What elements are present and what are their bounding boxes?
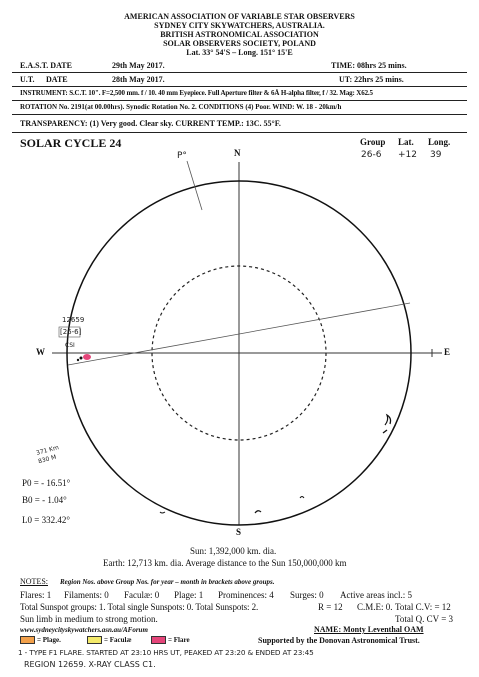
observer-name: NAME: Monty Leventhal OAM [314, 625, 424, 634]
pole-label: P° [177, 151, 187, 161]
east-date-value: 29th May 2017. [112, 61, 165, 70]
sunspot-totals: Total Sunspot groups: 1. Total single Sunspots: 0. Total Sunspots: 2. [20, 602, 259, 612]
transparency-line: TRANSPARENCY: (1) Very good. Clear sky. CURRENT TEMP.: 13C. 55°F. [20, 119, 281, 128]
limb-note: Sun limb in medium to strong motion. [20, 614, 158, 624]
legend-faculae: = Faculæ [87, 636, 132, 644]
lat-value: +12 [398, 150, 417, 160]
earth-diameter: Earth: 12,713 km. dia. Average distance to the Sun 150,000,000 km [103, 558, 347, 568]
long-value: 39 [430, 150, 442, 160]
total-q: Total Q. CV = 3 [395, 614, 454, 624]
header-location: Lat. 33° 54'S – Long. 151° 15'E [186, 48, 293, 57]
local-time: TIME: 08hrs 25 mins. [331, 61, 407, 70]
region-note: Region Nos. above Group Nos. for year – month in brackets above groups. [60, 578, 275, 586]
east-date-label: E.A.S.T. DATE [20, 61, 72, 70]
filaments-count: Filaments: 0 [64, 590, 109, 600]
east-label: E [444, 347, 451, 357]
group-value: 26-6 [361, 150, 382, 160]
plage-count: Plage: 1 [174, 590, 204, 600]
support-note: Supported by the Donovan Astronomical Trust. [258, 636, 420, 645]
header-line-baa: BRITISH ASTRONOMICAL ASSOCIATION [160, 30, 319, 39]
website-link[interactable]: www.sydneycityskywatchers.asn.au/AForum [20, 626, 148, 634]
header-line-aavso: AMERICAN ASSOCIATION OF VARIABLE STAR OBSERVERS [124, 12, 355, 21]
prominence-mark [383, 430, 387, 433]
group-header: Group [360, 137, 386, 147]
r-value: R = 12 [318, 602, 343, 612]
north-label: N [234, 148, 241, 158]
region-bracket: [26-6] [60, 328, 82, 336]
flare-marker [83, 354, 91, 360]
flare-swatch [151, 636, 166, 644]
sunspot [77, 359, 79, 361]
handwritten-flare-note: 1 - TYPE F1 FLARE. STARTED AT 23:10 HRS UT, PEAKED AT 23:20 & ENDED AT 23:45 [18, 648, 314, 657]
ut-time: UT: 22hrs 25 mins. [339, 75, 404, 84]
ut-date-value: 28th May 2017. [112, 75, 165, 84]
prominence-mark [385, 415, 391, 425]
header-line-sydney: SYDNEY CITY SKYWATCHERS, AUSTRALIA. [154, 21, 325, 30]
plage-swatch [20, 636, 35, 644]
surges-count: Surges: 0 [290, 590, 324, 600]
handwritten-region-note: REGION 12659. X-RAY CLASS C1. [24, 660, 156, 669]
region-number: 12659 [62, 316, 85, 324]
sun-diameter: Sun: 1,392,000 km. dia. [190, 546, 277, 556]
west-label: W [36, 347, 45, 357]
prominence-mark [255, 511, 261, 513]
long-header: Long. [428, 137, 451, 147]
legend-plage: = Plage. [20, 636, 61, 644]
p0-value: P0 = - 16.51° [22, 478, 71, 488]
total-cv: Total C.V: = 12 [395, 602, 451, 612]
active-areas-count: Active areas incl.: 5 [340, 590, 412, 600]
flares-count: Flares: 1 [20, 590, 52, 600]
region-class: CSI [65, 342, 75, 349]
faculae-swatch [87, 636, 102, 644]
legend-flare: = Flare [151, 636, 190, 644]
notes-label: NOTES: [20, 577, 48, 586]
spot-note-1: 371 Km [35, 444, 60, 457]
sunspot [80, 357, 83, 360]
south-label: S [236, 527, 242, 537]
faculae-count: Faculæ: 0 [124, 590, 160, 600]
prominence-mark [300, 497, 304, 499]
ut-date-label: DATE [46, 75, 68, 84]
ut-label: U.T. [20, 75, 35, 84]
l0-value: L0 = 332.42° [22, 515, 70, 525]
prominences-count: Prominences: 4 [218, 590, 274, 600]
prominence-mark [160, 512, 165, 513]
solar-cycle-title: SOLAR CYCLE 24 [20, 136, 122, 150]
b0-value: B0 = - 1.04° [22, 495, 67, 505]
rotation-line: ROTATION No. 2191(at 00.00hrs). Synodic Rotation No. 2. CONDITIONS (4) Poor. WIND: W. 18 - 20km/h [20, 103, 342, 111]
cme-count: C.M.E: 0. [357, 602, 393, 612]
spot-note-2: 830 M [37, 453, 58, 466]
header-line-poland: SOLAR OBSERVERS SOCIETY, POLAND [163, 39, 316, 48]
instrument-line: INSTRUMENT: S.C.T. 10". F=2,500 mm. f / 10. 40 mm Eyepiece. Full Aperture filter & 6Å H-alpha filter, f / 32. Mag: X62.5 [20, 89, 373, 97]
lat-header: Lat. [398, 137, 414, 147]
